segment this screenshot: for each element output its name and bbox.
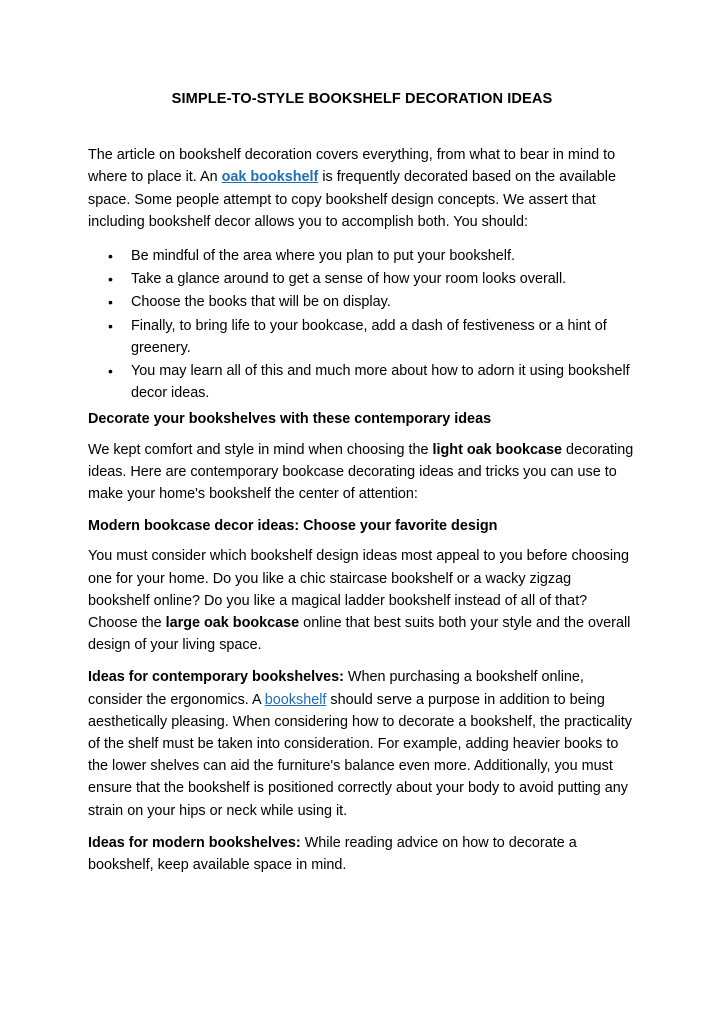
intro-paragraph (88, 144, 636, 233)
list-item (88, 245, 636, 267)
bullet-icon: • (108, 248, 113, 265)
section-heading-contemporary: Decorate your bookshelves with these contemporary ideas (88, 411, 492, 428)
section-paragraph-modern (88, 545, 636, 656)
bullet-icon: • (108, 294, 113, 311)
section-paragraph-space (88, 832, 636, 876)
list-item (88, 291, 636, 313)
bullet-icon: • (108, 317, 113, 334)
section-text: While reading advice on how to decorate a bookshelf, keep available space in mind. (88, 834, 577, 874)
section-text: When purchasing a bookshelf online, consider the ergonomics. A (88, 669, 584, 708)
large-oak-bookcase-phrase: large oak bookcase (165, 615, 300, 632)
tips-list (88, 245, 636, 404)
section-paragraph-ergonomics (88, 666, 636, 821)
section-text: online that best suits both your style and the overall design of your living space. (88, 615, 631, 654)
section-heading-modern: Modern bookcase decor ideas: Choose your favorite design (88, 518, 498, 535)
light-oak-bookcase-phrase: light oak bookcase (432, 441, 563, 458)
section-text: You must consider which bookshelf design ideas most appeal to you before choosing one for your home. Do you like a chic staircase bookshelf or a wacky zigzag bookshelf online? Do you like a magical ladder bookshelf instead of all of that? Choose the (88, 548, 630, 632)
paragraph-lead: Ideas for contemporary bookshelves: (88, 669, 344, 686)
list-item-text: Take a glance around to get a sense of how your room looks overall. (131, 271, 567, 288)
list-item (88, 360, 636, 404)
section-text: We kept comfort and style in mind when choosing the (88, 441, 433, 458)
bullet-icon: • (108, 271, 113, 288)
paragraph-lead: Ideas for modern bookshelves: (88, 834, 301, 851)
list-item-text: Finally, to bring life to your bookcase, add a dash of festiveness or a hint of greenery. (131, 317, 607, 356)
list-item-text: Be mindful of the area where you plan to put your bookshelf. (131, 248, 515, 265)
oak-bookshelf-link[interactable]: oak bookshelf (221, 169, 319, 186)
document-title: SIMPLE-TO-STYLE BOOKSHELF DECORATION IDEAS (171, 91, 553, 107)
document-page (88, 88, 636, 886)
intro-text-start: The article on bookshelf decoration covers everything, from what to bear in mind to where to place it. An (88, 147, 616, 186)
list-item (88, 315, 636, 359)
bullet-icon: • (108, 363, 113, 380)
section-text: should serve a purpose in addition to being aesthetically pleasing. When considering how to decorate a bookshelf, the practicality of the shelf must be taken into consideration. For example, adding heavier books to the lower shelves can aid the furniture's balance even more. Additionally, you must ensure that the bookshelf is positioned correctly about your body to avoid putting any strain on your hips or neck while using it. (88, 691, 632, 819)
section-text: decorating ideas. Here are contemporary bookcase decorating ideas and tricks you can use to make your home's bookshelf the center of attention: (88, 441, 634, 503)
intro-text-end: is frequently decorated based on the available space. Some people attempt to copy bookshelf design concepts. We assert that including bookshelf decor allows you to accomplish both. You should: (88, 169, 616, 230)
section-paragraph-contemporary (88, 439, 636, 506)
list-item (88, 268, 636, 290)
list-item-text: Choose the books that will be on display. (131, 294, 391, 311)
list-item-text: You may learn all of this and much more about how to adorn it using bookshelf decor ideas. (131, 363, 630, 402)
bookshelf-link[interactable]: bookshelf (264, 691, 327, 708)
